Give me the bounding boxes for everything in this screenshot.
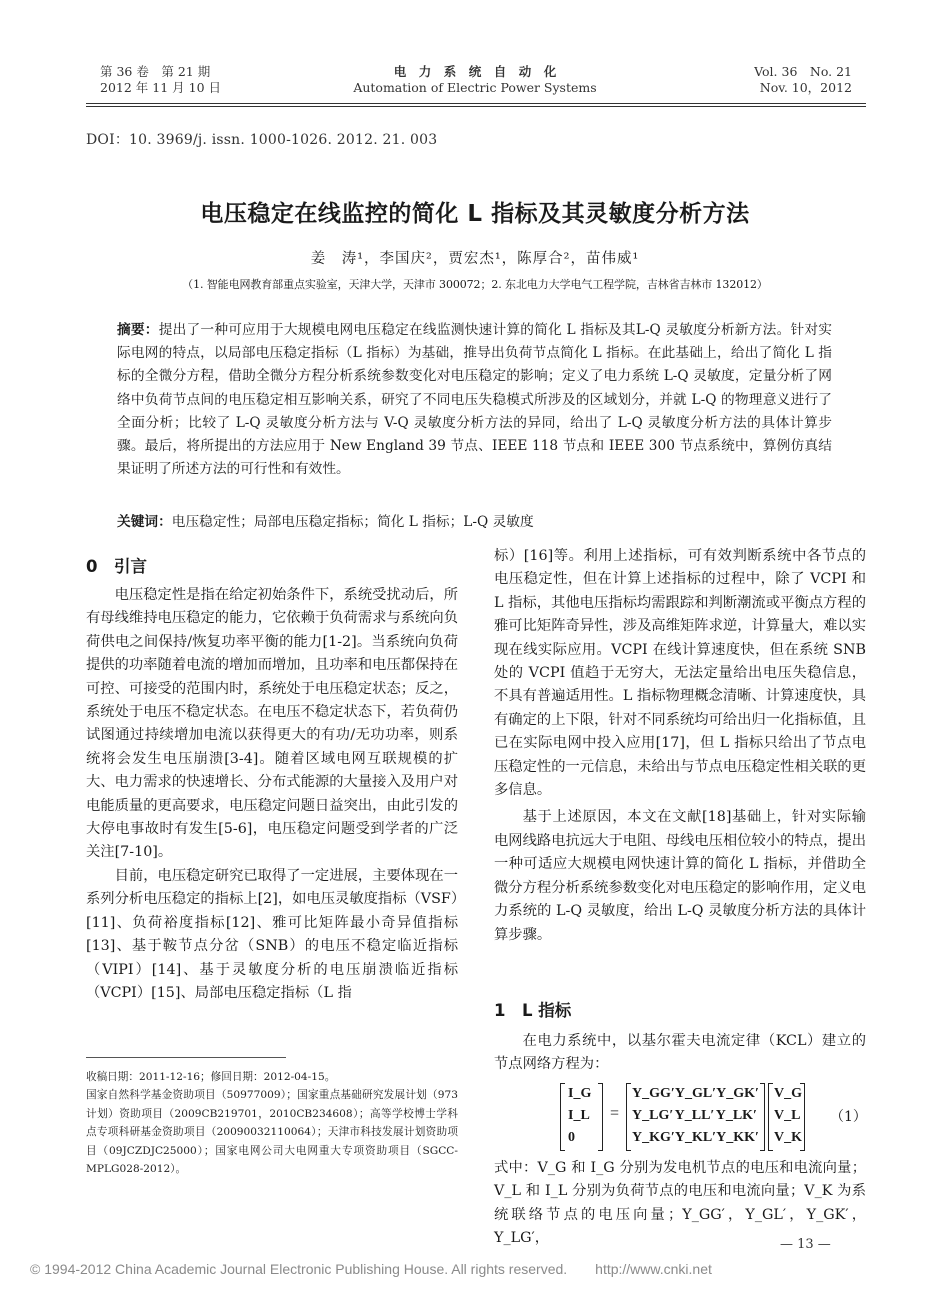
footnote-funding: 国家自然科学基金资助项目（50977009）；国家重点基础研究发展计划（973 计划）资助项目（2009CB219701，2010CB234608）；高等学校博士学科点专项科研基金资助项目（20090032110064）；天津市科技发展计划资助项目（09JCZDJC25000）；国家电网公司大电网重大专项资助项目（SGCC-MPLG028-2012）。 — [86, 1089, 458, 1176]
keywords — [117, 510, 832, 530]
eq-lhs-2: 0 — [568, 1130, 575, 1145]
intro-paragraph-1: 电压稳定性是指在给定初始条件下，系统受扰动后，所有母线维持电压稳定的能力，它依赖于负荷需求与系统向负荷供电之间保持/恢复功率平衡的能力[1-2]。当系统向负荷提供的功率随着电流的增加而增加，且功率和电压都保持在可控、可接受的范围内时，系统处于电压稳定状态；反之，系统处于电压不稳定状态。在电压不稳定状态下，若负荷仍试图通过持续增加电流以获得更大的有功/无功功率，则系统将会发生电压崩溃[3-4]。随着区域电网互联规模的扩大、电力需求的快速增长、分布式能源的大量接入及用户对电能质量的更高要求，电压稳定问题日益突出，由此引发的大停电事故时有发生[5-6]，电压稳定问题受到学者的广泛关注[7-10]。 — [86, 587, 458, 861]
header-vol-no: Vol. 36 No. 21 — [754, 64, 852, 79]
footnote — [86, 1068, 458, 1178]
header-volume: 第 36 卷 第 21 期 — [100, 64, 211, 79]
abstract-text: 提出了一种可应用于大规模电网电压稳定在线监测快速计算的简化 L 指标及其L-Q 灵敏度分析新方法。针对实际电网的特点，以局部电压稳定指标（L 指标）为基础，推导出负荷节点简化 L 指标。在此基础上，给出了简化 L 指标的全微分方程，借助全微分方程分析系统参数变化对电压稳定的影响；定义了电力系统 L-Q 灵敏度，定量分析了网络中负荷节点间的电压稳定相互影响关系，研究了不同电压失稳模式所涉及的区域划分，并就 L-Q 的物理意义进行了全面分析；比较了 L-Q 灵敏度分析方法与 V-Q 灵敏度分析方法的异同，给出了 L-Q 灵敏度分析方法的具体计算步骤。最后，将所提出的方法应用于 New England 39 节点、IEEE 118 节点和 IEEE 300 节点系统中，算例仿真结果证明了所述方法的可行性和有效性。 — [117, 322, 832, 478]
right-column — [494, 545, 866, 947]
y-ll: Y_LL′ — [674, 1108, 715, 1123]
eq-rhs-1: V_L — [774, 1108, 801, 1123]
y-gk: Y_GK′ — [716, 1086, 759, 1101]
header-issue — [100, 64, 221, 96]
y-lk: Y_LK′ — [715, 1108, 757, 1123]
eq-rhs-2: V_K — [774, 1130, 802, 1145]
equation-lhs — [568, 1083, 591, 1149]
equation-number: （1） — [830, 1109, 867, 1125]
authors: 姜 涛¹，李国庆²，贾宏杰¹，陈厚合²，苗伟威¹ — [310, 251, 640, 267]
header-rule-2 — [86, 106, 866, 107]
right-paragraph-1: 标）[16]等。利用上述指标，可有效判断系统中各节点的电压稳定性，但在计算上述指标的过程中，除了 VCPI 和 L 指标，其他电压指标均需跟踪和判断潮流或平衡点方程的雅可比矩阵奇异性，涉及高维矩阵求逆，计算量大，难以实现在线实际应用。VCPI 在线计算速度快，但在系统 SNB 处的 VCPI 值趋于无穷大，无法定量给出电压失稳信息，不具有普遍适用性。L 指标物理概念清晰、计算速度快，具有确定的上下限，针对不同系统均可给出归一化指标值，且已在实际电网中投入应用[17]，但 L 指标只给出了节点电压稳定性的一元信息，未给出与节点电压稳定性相关联的更多信息。 — [494, 548, 866, 799]
y-gg: Y_GG′ — [632, 1086, 675, 1101]
abstract-label: 摘要： — [117, 322, 159, 338]
right-paragraph-2: 基于上述原因，本文在文献[18]基础上，针对实际输电网线路电抗远大于电阻、母线电压相位较小的特点，提出一种可适应大规模电网快速计算的简化 L 指标，并借助全微分方程分析系统参数变化对电压稳定的影响作用，定义电力系统的 L-Q 灵敏度，给出 L-Q 灵敏度分析方法的具体计算步骤。 — [494, 809, 866, 943]
y-kg: Y_KG′ — [632, 1130, 675, 1145]
header-volume-en — [740, 64, 852, 96]
y-kk: Y_KK′ — [716, 1130, 759, 1145]
equals-sign: = — [610, 1105, 620, 1122]
section-0-heading: 0 引言 — [86, 557, 147, 576]
header-journal — [325, 64, 625, 96]
header-rule — [86, 103, 866, 104]
left-column — [86, 584, 458, 1005]
abstract — [117, 319, 832, 481]
section-1-intro — [494, 1030, 866, 1077]
header-date: 2012 年 11 月 10 日 — [100, 80, 221, 95]
kcl-paragraph: 在电力系统中，以基尔霍夫电流定律（KCL）建立的节点网络方程为： — [494, 1033, 866, 1073]
footnote-rule — [86, 1057, 286, 1058]
keywords-label: 关键词： — [117, 514, 172, 530]
eq-lhs-1: I_L — [568, 1108, 590, 1123]
journal-name-cn: 电 力 系 统 自 动 化 — [393, 64, 557, 79]
intro-paragraph-2: 目前，电压稳定研究已取得了一定进展，主要体现在一系列分析电压稳定的指标上[2]，如电压灵敏度指标（VSF）[11]、负荷裕度指标[12]、雅可比矩阵最小奇异值指标[13]、基于鞍节点分岔（SNB）的电压不稳定临近指标（VIPI）[14]、基于灵敏度分析的电压崩溃临近指标（VCPI）[15]、局部电压稳定指标（L 指 — [86, 867, 458, 1001]
keywords-text: 电压稳定性；局部电压稳定指标；简化 L 指标；L-Q 灵敏度 — [171, 514, 534, 530]
equation-rhs — [774, 1083, 802, 1149]
copyright-notice: © 1994-2012 China Academic Journal Electronic Publishing House. All rights reserved. http://www.cnki.net — [30, 1261, 712, 1277]
symbol-paragraph: 式中：V_G 和 I_G 分别为发电机节点的电压和电流向量；V_L 和 I_L 分别为负荷节点的电压和电流向量；V_K 为系统联络节点的电压向量；Y_GG′，Y_GL′，Y_GK′，Y_LG′， — [494, 1160, 866, 1247]
y-lg: Y_LG′ — [632, 1108, 674, 1123]
doi: DOI：10. 3969/j. issn. 1000-1026. 2012. 21. 003 — [86, 132, 438, 148]
journal-name-en: Automation of Electric Power Systems — [353, 80, 597, 95]
footnote-dates: 收稿日期：2011-12-16；修回日期：2012-04-15。 — [86, 1071, 336, 1083]
section-1-heading: 1 L 指标 — [494, 1001, 572, 1020]
affiliations: （1. 智能电网教育部重点实验室，天津大学，天津市 300072；2. 东北电力大学电气工程学院，吉林省吉林市 132012） — [182, 278, 768, 291]
paper-title: 电压稳定在线监控的简化 L 指标及其灵敏度分析方法 — [200, 201, 750, 227]
equation-1 — [560, 1083, 860, 1153]
y-gl: Y_GL′ — [674, 1086, 717, 1101]
y-kl: Y_KL′ — [674, 1130, 717, 1145]
page-number: — 13 — — [780, 1237, 831, 1252]
admittance-matrix — [632, 1083, 757, 1149]
header-date-en: Nov. 10，2012 — [759, 80, 852, 95]
eq-lhs-0: I_G — [568, 1086, 592, 1101]
eq-rhs-0: V_G — [774, 1086, 802, 1101]
